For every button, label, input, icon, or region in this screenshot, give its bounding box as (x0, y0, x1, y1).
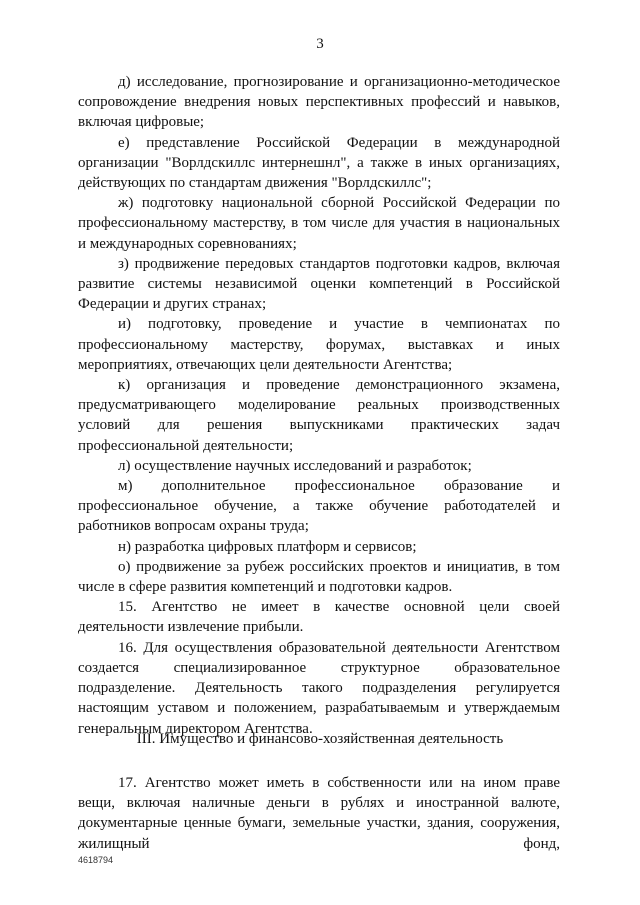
paragraph-e: е) представление Российской Федерации в международной организации "Ворлдскиллс интернешнл", а также в иных организациях, действующих по стандартам движения "Ворлдскиллс"; (78, 134, 560, 192)
paragraph-15: 15. Агентство не имеет в качестве основной цели своей деятельности извлечение прибыли. (78, 599, 560, 636)
paragraph-o: о) продвижение за рубеж российских проектов и инициатив, в том числе в сфере развития компетенций и подготовки кадров. (78, 558, 560, 596)
paragraph-16: 16. Для осуществления образовательной деятельности Агентством создается специализированное структурное образовательное подразделение. Деятельность такого подразделения регулируется настоящим уставом и положением, разрабатываемым и утверждаемым генеральным директором Агентства. (78, 639, 560, 737)
paragraph-n: н) разработка цифровых платформ и сервисов; (118, 538, 417, 555)
paragraph-17: 17. Агентство может иметь в собственности или на ином праве вещи, включая наличные деньги в рублях и иностранной валюте, документарные ценные бумаги, земельные участки, здания, сооружения, жилищный фонд, (78, 775, 560, 852)
paragraph-m: м) дополнительное профессиональное образование и профессиональное обучение, а также обучение работодателей и работников вопросам охраны труда; (78, 478, 560, 535)
section-heading: III. Имущество и финансово-хозяйственная деятельность (136, 731, 504, 747)
paragraph-d: д) исследование, прогнозирование и организационно-методическое сопровождение внедрения новых перспективных профессий и навыков, включая цифровые; (78, 74, 560, 131)
paragraph-l: л) осуществление научных исследований и разработок; (118, 457, 472, 474)
paragraph-zh: ж) подготовку национальной сборной Российской Федерации по профессиональному мастерству, в том числе для участия в национальных и международных соревнованиях; (78, 195, 560, 252)
document-body-continued (78, 773, 560, 854)
paragraph-z: з) продвижение передовых стандартов подготовки кадров, включая развитие системы независимой оценки компетенций в Российской Федерации и других странах; (78, 255, 560, 313)
document-body (78, 72, 560, 739)
document-code: 4618794 (78, 855, 114, 865)
paragraph-i: и) подготовку, проведение и участие в чемпионатах по профессиональному мастерству, форумах, выставках и иных мероприятиях, отвечающих цели деятельности Агентства; (78, 316, 560, 373)
page-number: 3 (316, 36, 324, 52)
paragraph-k: к) организация и проведение демонстрационного экзамена, предусматривающего моделирование реальных производственных условий для решения выпускниками практических задач профессиональной деятельности; (78, 377, 560, 454)
